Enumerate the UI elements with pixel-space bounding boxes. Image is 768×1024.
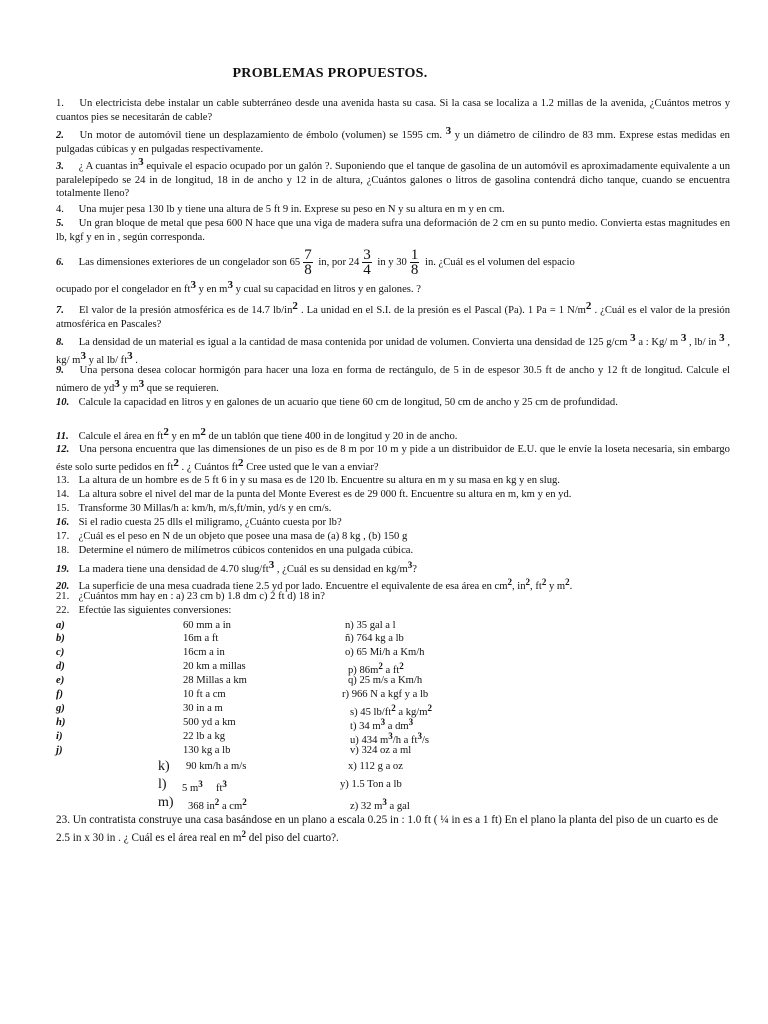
- superscript: 3: [388, 731, 393, 741]
- fraction: [410, 248, 420, 277]
- fraction-denominator: 8: [410, 262, 419, 279]
- conversion-right: v) 324 oz a ml: [350, 745, 412, 756]
- conversion-right: x) 112 g a oz: [348, 761, 403, 772]
- superscript: 3: [80, 349, 86, 362]
- superscript: 3: [138, 156, 144, 168]
- conversion-label: m): [158, 795, 174, 810]
- superscript: 2: [565, 577, 570, 587]
- conversion-right: o) 65 Mi/h a Km/h: [345, 647, 425, 658]
- conversion-right-text: a dm: [387, 721, 409, 732]
- problem-text: Una persona desea colocar hormigón para hacer una loza en forma de rectángulo, de 5 in de espesor 30.5 ft de ancho y 12 ft de longitud. Calcule el número de yd: [56, 365, 730, 394]
- conversion-right-text: t) 34 m: [350, 721, 381, 732]
- problem-text: in y 30: [377, 257, 407, 268]
- problem-text: . ¿Cuál es el valor de la presión atmosférica en Pascales?: [56, 305, 731, 330]
- conversion-right: [350, 796, 410, 813]
- conversion-label: c): [56, 647, 65, 658]
- problem-text: .: [135, 354, 138, 366]
- superscript: 2: [200, 426, 206, 438]
- problem-22: [56, 604, 730, 618]
- problem-text: Calcule la capacidad en litros y en galones de un acuario que tiene 60 cm de longitud, 50 cm de ancho y 25 cm de profundidad.: [78, 397, 618, 408]
- page-title: [0, 66, 768, 82]
- problem-number: 11.: [56, 431, 69, 442]
- conversion-label: l): [158, 777, 167, 792]
- superscript: 2: [427, 703, 432, 713]
- superscript: 2: [238, 456, 244, 469]
- problem-7: [56, 300, 730, 331]
- fraction-numerator: 1: [410, 247, 419, 264]
- superscript: 2: [378, 661, 383, 671]
- problem-text: , kg/ m: [56, 337, 730, 366]
- problem-text: El valor de la presión atmosférica es de 14.7 lb/in: [79, 305, 293, 316]
- problem-text: ocupado por el congelador en ft: [56, 284, 191, 295]
- superscript: 2: [507, 577, 512, 587]
- problem-number: 22.: [56, 605, 70, 616]
- problem-number: 7.: [56, 305, 64, 316]
- conversion-label: h): [56, 717, 66, 728]
- conversion-left: 16cm a in: [183, 647, 225, 658]
- problem-text: , ¿Cuál es su densidad en kg/m: [276, 564, 408, 575]
- superscript: 3: [227, 279, 233, 291]
- problem-text: Una mujer pesa 130 lb y tiene una altura de 5 ft 9 in. Exprese su peso en N y su altura en m y en cm.: [78, 204, 505, 215]
- conversion-right-text: u) 434 m: [350, 735, 389, 746]
- conversion-label: e): [56, 675, 65, 686]
- fraction: [303, 248, 313, 277]
- problem-number: 9.: [56, 365, 64, 376]
- superscript: 3: [408, 717, 414, 727]
- superscript: 2: [214, 797, 220, 807]
- problem-number: 18.: [56, 545, 70, 556]
- conversion-left: 500 yd a km: [183, 717, 236, 728]
- superscript: 2: [242, 797, 247, 807]
- problem-number: 8.: [56, 337, 64, 348]
- superscript: 3: [417, 731, 422, 741]
- conversion-label: b): [56, 633, 65, 644]
- superscript: 3: [680, 332, 687, 344]
- conversion-label: f): [56, 689, 64, 700]
- problem-11: [56, 426, 730, 444]
- conversion-right-text: z) 32 m: [350, 801, 383, 812]
- conversion-right: n) 35 gal a l: [345, 620, 396, 631]
- conversion-left: 20 km a millas: [183, 661, 246, 672]
- superscript: 2: [525, 577, 531, 587]
- problem-text: y m: [548, 581, 566, 592]
- conversion-label: d): [56, 661, 65, 672]
- problem-text: in. ¿Cuál es el volumen del espacio: [425, 257, 575, 268]
- problem-text: a : Kg/ m: [638, 337, 679, 348]
- problem-text: , lb/ in: [689, 337, 717, 348]
- problem-19: [56, 559, 730, 577]
- superscript: 3: [380, 717, 386, 727]
- problem-number: 17.: [56, 531, 70, 542]
- problem-text: del piso del cuarto?.: [248, 832, 339, 844]
- fraction-denominator: 8: [304, 262, 312, 279]
- problem-text: La madera tiene una densidad de 4.70 slug/ft: [78, 564, 269, 575]
- problem-12: [56, 443, 730, 474]
- conversion-label: i): [56, 731, 63, 742]
- problem-9: [56, 364, 730, 395]
- problem-text: y un diámetro de cilindro de 83 mm. Exprese estas medidas en pulgadas cúbicas y en pulgadas respectivamente.: [56, 130, 730, 155]
- problem-text: Calcule el área en ft: [78, 431, 164, 442]
- problem-6: [56, 245, 730, 297]
- problem-number: 19.: [56, 564, 70, 575]
- conversion-right: ñ) 764 kg a lb: [345, 633, 404, 644]
- superscript: 3: [138, 377, 145, 390]
- problem-text: Determine el número de milímetros cúbicos contenidos en una pulgada cúbica.: [78, 545, 414, 556]
- superscript: 3: [268, 559, 275, 571]
- problem-4: [56, 203, 730, 217]
- problem-15: [56, 502, 730, 516]
- conversion-left: 28 Millas a km: [183, 675, 247, 686]
- superscript: 3: [190, 279, 196, 291]
- problem-number: 14.: [56, 489, 70, 500]
- problem-number: 20.: [56, 581, 70, 592]
- problem-text: y m: [122, 382, 139, 394]
- problem-text: ?: [412, 564, 417, 575]
- conversion-left: [188, 796, 247, 813]
- conversion-left-text: 368 in: [188, 801, 215, 812]
- title-text: PROBLEMAS PROPUESTOS.: [232, 66, 428, 81]
- conversion-right-text: /s: [421, 735, 430, 746]
- problem-16: [56, 516, 730, 530]
- superscript: 3: [222, 779, 227, 789]
- problem-text: que se requieren.: [146, 382, 219, 394]
- problem-text: , ft: [530, 581, 542, 592]
- fraction-numerator: 7: [304, 247, 312, 264]
- problem-text: Un electricista debe instalar un cable subterráneo desde una avenida hasta su casa. Si la casa se localiza a 1.2 millas de la avenida, ¿Cuántos metros y cuantos pies se necesitarán de cable?: [56, 98, 730, 123]
- conversion-left-text: ft: [215, 783, 223, 794]
- problem-text: Transforme 30 Millas/h a: km/h, m/s,ft/min, yd/s y en cm/s.: [78, 503, 332, 514]
- problem-23: [56, 813, 730, 845]
- conversion-right-text: p) 86m: [348, 665, 379, 676]
- problem-text: ¿Cuántos mm hay en : a) 23 cm b) 1.8 dm c) 2 ft d) 18 in?: [78, 591, 325, 602]
- conversion-left: [182, 778, 227, 795]
- problem-number: 3.: [56, 161, 64, 172]
- problem-text: y cual su capacidad en litros y en galones. ?: [235, 284, 421, 295]
- problem-number: 5.: [56, 218, 64, 229]
- problem-text: . ¿ Cuántos ft: [181, 461, 239, 473]
- conversion-right-text: s) 45 lb/ft: [350, 707, 392, 718]
- problem-number: 1.: [56, 98, 64, 109]
- problem-text: ¿ A cuantas in: [78, 161, 139, 172]
- problem-number: 10.: [56, 397, 70, 408]
- problem-number: 15.: [56, 503, 70, 514]
- problem-8: [56, 332, 730, 367]
- problem-text: y al lb/ ft: [88, 354, 128, 366]
- fraction-numerator: 3: [363, 247, 371, 264]
- superscript: 3: [445, 125, 452, 137]
- fraction-denominator: 4: [363, 262, 371, 279]
- conversion-right: q) 25 m/s a Km/h: [348, 675, 423, 686]
- problem-text: Un gran bloque de metal que pesa 600 N hace que una viga de madera sufra una deformación de 2 cm en su punto medio. Convierta estas magnitudes en lb, kgf y en in , según corresponda.: [56, 218, 731, 243]
- problem-14: [56, 488, 730, 502]
- conversion-right: y) 1.5 Ton a lb: [340, 779, 402, 790]
- problem-text: , in: [512, 581, 526, 592]
- problem-5: [56, 217, 730, 244]
- conversion-left: 22 lb a kg: [183, 731, 226, 742]
- conversion-left-text: a cm: [221, 801, 243, 812]
- conversion-left: 30 in a m: [183, 703, 223, 714]
- conversion-left: 130 kg a lb: [183, 745, 231, 756]
- problem-text: La altura sobre el nivel del mar de la punta del Monte Everest es de 29 000 ft. Encuentre su altura en m, km y en yd.: [78, 489, 572, 500]
- problem-text: Efectúe las siguientes conversiones:: [78, 605, 232, 616]
- problem-number: 21.: [56, 591, 70, 602]
- superscript: 3: [407, 560, 413, 570]
- problem-text: ¿Cuál es el peso en N de un objeto que posee una masa de (a) 8 kg , (b) 150 g: [78, 531, 408, 542]
- problem-text: .: [569, 581, 573, 592]
- conversion-left: 10 ft a cm: [183, 689, 226, 700]
- problem-text: equivale el espacio ocupado por un galón ?. Suponiendo que el tanque de gasolina de un automóvil es aproximadamente equivalente a un paralelepípedo se 24 in de longitud, 18 in de ancho y 12 in de altura, ¿Cuántos galones o litros de gasolina contendrá dicho tanque, cuando se encuentra totalmente lleno?: [56, 161, 730, 200]
- conversion-right-text: a ft: [385, 665, 400, 676]
- problem-10: [56, 396, 730, 410]
- problem-text: Un contratista construye una casa basándose en un plano a escala 0.25 in : 1.0 ft ( ¼ in es a 1 ft) En el plano la planta del piso de un cuarto es de 2.5 in x 30 in . ¿ Cuál es el área real en m: [56, 814, 719, 844]
- conversion-right-text: a gal: [389, 801, 410, 812]
- problem-text: Cree usted que le van a enviar?: [246, 461, 379, 473]
- problem-text: La densidad de un material es igual a la cantidad de masa contenida por unidad de volumen. Convierta una densidad de 125 g/cm: [78, 337, 628, 348]
- problem-13: [56, 474, 730, 488]
- problem-number: 13.: [56, 475, 70, 486]
- problem-text: La altura de un hombre es de 5 ft 6 in y su masa es de 120 lb. Encuentre su altura en m y su masa en kg y en slug.: [78, 475, 560, 486]
- problem-text: y en m: [198, 284, 228, 295]
- conversion-right: r) 966 N a kgf y a lb: [342, 689, 429, 700]
- conversion-label: j): [56, 745, 63, 756]
- problem-text: . La unidad en el S.I. de la presión es el Pascal (Pa). 1 Pa = 1 N/m: [300, 305, 586, 316]
- problem-text: in, por 24: [318, 257, 360, 268]
- superscript: 2: [163, 426, 169, 438]
- superscript: 3: [382, 797, 387, 807]
- problem-text: y en m: [171, 431, 201, 442]
- superscript: 2: [391, 703, 396, 713]
- fraction: [362, 248, 372, 277]
- problem-18: [56, 544, 730, 558]
- conversion-right-text: /h a ft: [392, 735, 418, 746]
- problem-number: 2.: [56, 130, 64, 141]
- superscript: 2: [541, 577, 547, 587]
- superscript: 2: [173, 456, 179, 469]
- problem-text: Si el radio cuesta 25 dlls el miligramo, ¿Cuánto cuesta por lb?: [78, 517, 342, 528]
- problem-number: 12.: [56, 444, 70, 455]
- problem-1: [56, 97, 730, 124]
- conversion-left: 90 km/h a m/s: [186, 761, 247, 772]
- problem-21: [56, 590, 730, 604]
- conversion-left-text: 5 m: [182, 783, 199, 794]
- superscript: 3: [198, 779, 203, 789]
- superscript: 3: [719, 332, 725, 344]
- problem-text: de un tablón que tiene 400 in de longitud y 20 in de ancho.: [208, 431, 458, 442]
- superscript: 3: [114, 377, 120, 390]
- conversion-left: 60 mm a in: [183, 620, 231, 631]
- problem-2: [56, 125, 730, 156]
- conversion-label: a): [56, 620, 65, 631]
- problem-text: Las dimensiones exteriores de un congelador son 65: [78, 257, 301, 268]
- conversion-label: k): [158, 759, 170, 774]
- problem-number: 16.: [56, 517, 70, 528]
- problem-number: 23.: [56, 814, 70, 826]
- problem-text: La superficie de una mesa cuadrada tiene 2.5 yd por lado. Encuentre el equivalente de esa área en cm: [78, 581, 508, 592]
- conversion-label: g): [56, 703, 65, 714]
- problem-text: Un motor de automóvil tiene un desplazamiento de émbolo (volumen) se 1595 cm.: [79, 130, 443, 141]
- problem-17: [56, 530, 730, 544]
- problem-text: Una persona encuentra que las dimensiones de un piso es de 8 m por 10 m y pide a un distribuidor de E.U. que le envíe la loseta necesaria, sin embargo éste solo surte pedidos en ft: [56, 444, 730, 473]
- problem-number: 6.: [56, 257, 64, 268]
- conversion-right-text: a kg/m: [398, 707, 428, 718]
- problem-number: 4.: [56, 204, 64, 215]
- conversion-left: 16m a ft: [183, 633, 219, 644]
- problem-3: [56, 156, 730, 201]
- superscript: 3: [630, 332, 636, 344]
- superscript: 2: [585, 300, 592, 312]
- superscript: 2: [241, 829, 246, 839]
- superscript: 3: [127, 349, 133, 362]
- superscript: 2: [292, 300, 298, 312]
- superscript: 2: [399, 661, 404, 671]
